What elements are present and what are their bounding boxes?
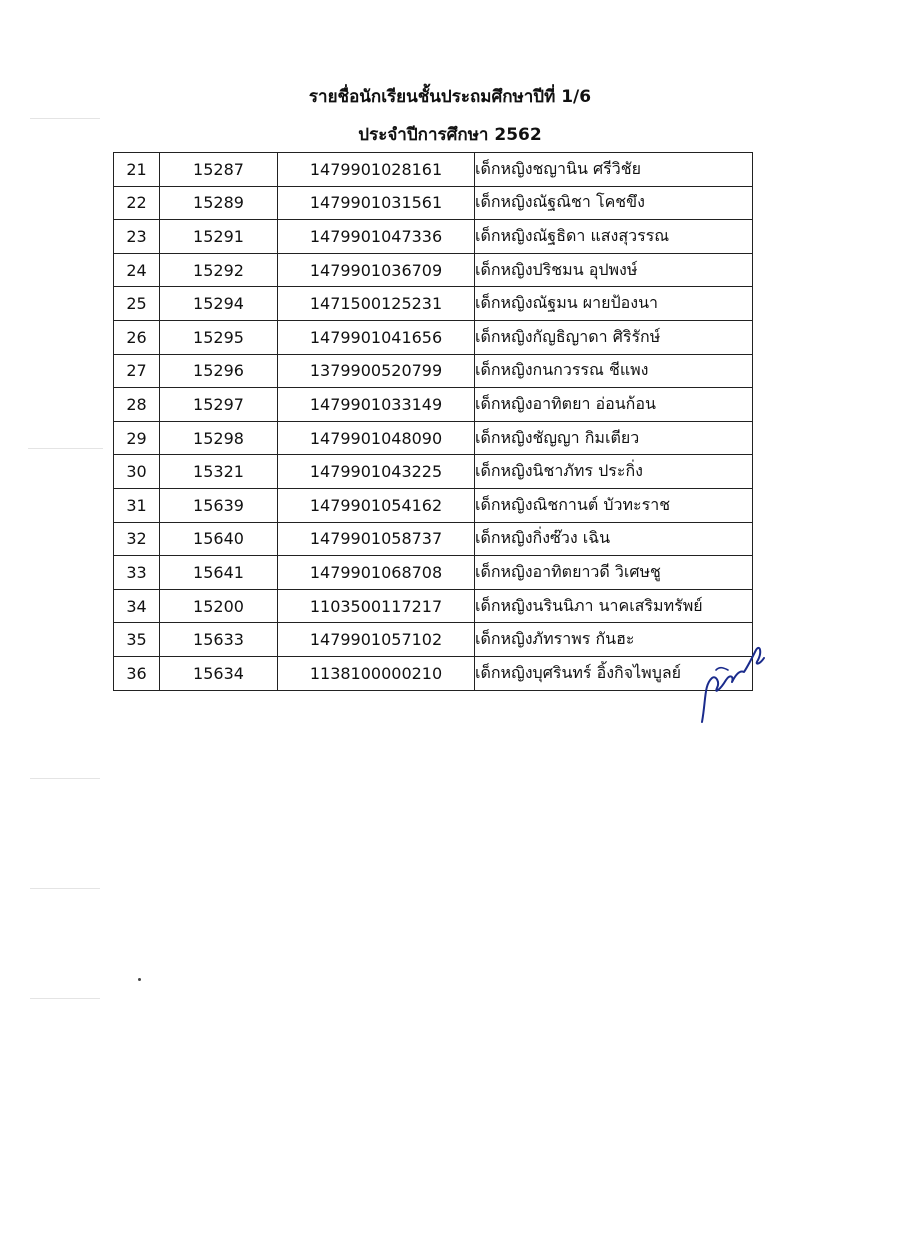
student-id-cell: 15295 xyxy=(160,320,278,354)
citizen-id-cell: 1479901033149 xyxy=(278,388,475,422)
page-subtitle: ประจำปีการศึกษา 2562 xyxy=(358,125,542,145)
citizen-id-cell: 1479901036709 xyxy=(278,253,475,287)
citizen-id-cell: 1379900520799 xyxy=(278,354,475,388)
student-name-cell: เด็กหญิงณัฐธิดา แสงสุวรรณ xyxy=(475,220,753,254)
student-id-cell: 15298 xyxy=(160,421,278,455)
citizen-id-cell: 1479901054162 xyxy=(278,488,475,522)
page-title: รายชื่อนักเรียนชั้นประถมศึกษาปีที่ 1/6 xyxy=(308,87,592,107)
student-name-cell: เด็กหญิงณิชกานต์ บัวทะราช xyxy=(475,488,753,522)
table-row xyxy=(114,455,753,489)
scan-artifact xyxy=(30,888,100,889)
table-row xyxy=(114,656,753,690)
table-row xyxy=(114,354,753,388)
scan-artifact xyxy=(30,998,100,999)
scan-artifact xyxy=(28,448,103,449)
student-name-cell: เด็กหญิงณัฐมน ผายป้องนา xyxy=(475,287,753,321)
citizen-id-cell: 1479901031561 xyxy=(278,186,475,220)
student-id-cell: 15639 xyxy=(160,488,278,522)
citizen-id-cell: 1479901047336 xyxy=(278,220,475,254)
scan-speck xyxy=(138,978,141,981)
row-number-cell: 28 xyxy=(114,388,160,422)
table-row xyxy=(114,556,753,590)
citizen-id-cell: 1479901043225 xyxy=(278,455,475,489)
citizen-id-cell: 1479901048090 xyxy=(278,421,475,455)
table-row xyxy=(114,153,753,187)
student-name-cell: เด็กหญิงนรินนิภา นาคเสริมทรัพย์ xyxy=(475,589,753,623)
table-row xyxy=(114,287,753,321)
student-id-cell: 15641 xyxy=(160,556,278,590)
citizen-id-cell: 1479901068708 xyxy=(278,556,475,590)
table-row xyxy=(114,186,753,220)
student-id-cell: 15640 xyxy=(160,522,278,556)
student-name-cell: เด็กหญิงณัฐณิชา โคชขึง xyxy=(475,186,753,220)
table-row xyxy=(114,421,753,455)
student-id-cell: 15291 xyxy=(160,220,278,254)
citizen-id-cell: 1479901028161 xyxy=(278,153,475,187)
student-id-cell: 15634 xyxy=(160,656,278,690)
student-id-cell: 15296 xyxy=(160,354,278,388)
row-number-cell: 25 xyxy=(114,287,160,321)
scan-artifact xyxy=(30,778,100,779)
student-id-cell: 15292 xyxy=(160,253,278,287)
table-row xyxy=(114,220,753,254)
citizen-id-cell: 1103500117217 xyxy=(278,589,475,623)
table-row xyxy=(114,589,753,623)
row-number-cell: 31 xyxy=(114,488,160,522)
student-id-cell: 15294 xyxy=(160,287,278,321)
citizen-id-cell: 1138100000210 xyxy=(278,656,475,690)
table-row xyxy=(114,488,753,522)
row-number-cell: 34 xyxy=(114,589,160,623)
row-number-cell: 32 xyxy=(114,522,160,556)
student-id-cell: 15321 xyxy=(160,455,278,489)
table-row xyxy=(114,253,753,287)
row-number-cell: 27 xyxy=(114,354,160,388)
row-number-cell: 29 xyxy=(114,421,160,455)
citizen-id-cell: 1479901058737 xyxy=(278,522,475,556)
student-name-cell: เด็กหญิงกนกวรรณ ชีแพง xyxy=(475,354,753,388)
student-name-cell: เด็กหญิงชัญญา กิมเตียว xyxy=(475,421,753,455)
student-id-cell: 15200 xyxy=(160,589,278,623)
citizen-id-cell: 1479901041656 xyxy=(278,320,475,354)
student-name-cell: เด็กหญิงอาทิตยา อ่อนก้อน xyxy=(475,388,753,422)
student-id-cell: 15289 xyxy=(160,186,278,220)
row-number-cell: 26 xyxy=(114,320,160,354)
student-id-cell: 15287 xyxy=(160,153,278,187)
row-number-cell: 23 xyxy=(114,220,160,254)
signature-mark xyxy=(690,630,770,730)
citizen-id-cell: 1471500125231 xyxy=(278,287,475,321)
row-number-cell: 22 xyxy=(114,186,160,220)
student-name-cell: เด็กหญิงกิ่งซ๊วง เฉิน xyxy=(475,522,753,556)
row-number-cell: 36 xyxy=(114,656,160,690)
citizen-id-cell: 1479901057102 xyxy=(278,623,475,657)
table-row xyxy=(114,388,753,422)
student-name-cell: เด็กหญิงบุศรินทร์ อิ้งกิจไพบูลย์ xyxy=(475,656,753,690)
table-row xyxy=(114,522,753,556)
student-name-cell: เด็กหญิงกัญธิญาดา ศิริรักษ์ xyxy=(475,320,753,354)
student-name-cell: เด็กหญิงชญานิน ศรีวิชัย xyxy=(475,153,753,187)
row-number-cell: 21 xyxy=(114,153,160,187)
student-id-cell: 15297 xyxy=(160,388,278,422)
row-number-cell: 35 xyxy=(114,623,160,657)
student-table xyxy=(113,152,753,691)
student-name-cell: เด็กหญิงปริชมน อุปพงษ์ xyxy=(475,253,753,287)
student-name-cell: เด็กหญิงอาทิตยาวดี วิเศษชู xyxy=(475,556,753,590)
row-number-cell: 30 xyxy=(114,455,160,489)
row-number-cell: 33 xyxy=(114,556,160,590)
student-name-cell: เด็กหญิงภัทราพร กันฮะ xyxy=(475,623,753,657)
table-row xyxy=(114,320,753,354)
student-id-cell: 15633 xyxy=(160,623,278,657)
student-name-cell: เด็กหญิงนิชาภัทร ประกิ่ง xyxy=(475,455,753,489)
row-number-cell: 24 xyxy=(114,253,160,287)
table-row xyxy=(114,623,753,657)
student-table-body xyxy=(114,153,753,691)
scan-artifact xyxy=(30,118,100,119)
